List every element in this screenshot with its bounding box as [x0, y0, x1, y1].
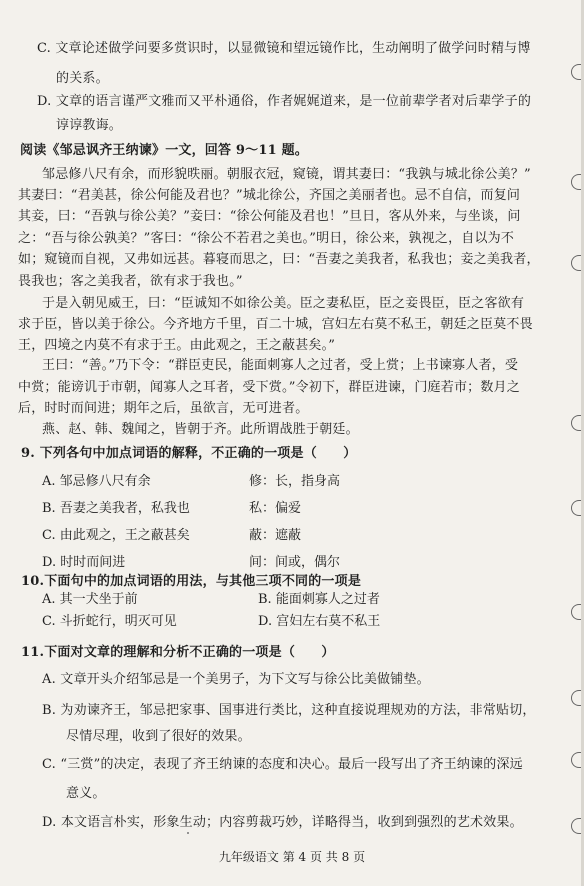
- q9-option-a-gloss: 修：长，指身高: [249, 474, 341, 489]
- q9-option-b-sentence: B. 吾妻之美我者，私我也: [42, 501, 190, 516]
- passage-line: 畏我也；客之美我者，欲有求于我也。”: [18, 274, 243, 289]
- binding-hole: [571, 174, 581, 190]
- passage-line: 王，四境之内莫不有求于王。由此观之，王之蔽甚矣。”: [18, 338, 336, 353]
- passage-line: 中赏；能谤讥于市朝，闻寡人之耳者，受下赏。”令初下，群臣进谏，门庭若市；数月之: [18, 380, 520, 395]
- passage-line: 后，时时而间进；期年之后，虽欲言，无可进者。: [18, 401, 309, 416]
- q11-option-c-line1: C. “三赏”的决定，表现了齐王纳谏的态度和决心。最后一段写出了齐王纳谏的深远: [42, 757, 523, 772]
- q11-option-c-line2: 意义。: [66, 786, 106, 801]
- q10-option-d: D. 宫妇左右莫不私王: [258, 614, 381, 629]
- binding-hole: [571, 752, 581, 768]
- q10-option-a: A. 其一犬坐于前: [42, 592, 138, 607]
- q10-option-b: B. 能面刺寡人之过者: [258, 592, 380, 607]
- q8-option-c-line1: C. 文章论述做学问要多赏识时，以显微镜和望远镜作比，生动阐明了做学问时精与博: [37, 41, 531, 56]
- binding-hole: [571, 818, 581, 834]
- passage-line: 于是入朝见威王，曰：“臣诚知不如徐公美。臣之妻私臣，臣之妾畏臣，臣之客欲有: [42, 296, 525, 311]
- q9-option-d-sentence: D. 时时而间进: [42, 555, 126, 570]
- passage-line: 其妻曰：“君美甚，徐公何能及君也？”城北徐公，齐国之美丽者也。忌不自信，而复问: [18, 188, 521, 203]
- q11-option-d: D. 本文语言朴实，形象生动；内容剪裁巧妙，详略得当，收到到强烈的艺术效果。: [42, 815, 523, 830]
- passage-line: 如；窥镜而自视，又弗如远甚。暮寝而思之，曰：“吾妻之美我者，私我也；妾之美我者，: [18, 252, 540, 267]
- page-footer: 九年级语文 第 4 页 共 8 页: [218, 850, 366, 864]
- q9-option-a-sentence: A. 邹忌修八尺有余: [42, 474, 151, 489]
- passage-line: 其妾，曰：“吾孰与徐公美？”妾曰：“徐公何能及君也！”旦日，客从外来，与坐谈，问: [18, 209, 521, 224]
- binding-hole: [571, 415, 581, 431]
- q8-option-d-line1: D. 文章的语言谨严文雅而又平朴通俗，作者娓娓道来，是一位前辈学者对后辈学子的: [37, 94, 532, 109]
- reading-instruction: 阅读《邹忌讽齐王纳谏》一文，回答 9～11 题。: [20, 143, 308, 158]
- q11-stem: 11.下面对文章的理解和分析不正确的一项是（ ）: [21, 645, 335, 660]
- binding-hole: [571, 604, 581, 620]
- binding-hole: [571, 255, 581, 271]
- passage-line: 之：“吾与徐公孰美？”客曰：“徐公不若君之美也。”明日，徐公来，孰视之，自以为不: [18, 231, 515, 246]
- binding-hole: [571, 500, 581, 516]
- q9-option-c-gloss: 蔽：遮蔽: [249, 528, 302, 543]
- q11-option-b-line1: B. 为劝谏齐王，邹忌把家事、国事进行类比，这种直接说理规劝的方法，非常贴切，: [42, 703, 536, 718]
- paper-speck: [187, 832, 189, 834]
- q8-option-c-line2: 的关系。: [56, 71, 109, 86]
- q10-stem: 10.下面句中的加点词语的用法，与其他三项不同的一项是: [21, 574, 362, 589]
- binding-hole: [571, 64, 581, 80]
- q11-option-a: A. 文章开头介绍邹忌是一个美男子，为下文写与徐公比美做铺垫。: [42, 672, 430, 687]
- q9-option-c-sentence: C. 由此观之，王之蔽甚矣: [42, 528, 190, 543]
- q9-stem: 9. 下列各句中加点词语的解释，不正确的一项是（ ）: [21, 446, 357, 461]
- passage-line: 王曰：“善。”乃下令：“群臣吏民，能面刺寡人之过者，受上赏；上书谏寡人者，受: [42, 358, 519, 373]
- q8-option-d-line2: 谆谆教诲。: [56, 118, 123, 133]
- binding-hole: [571, 690, 581, 706]
- q9-option-d-gloss: 间：间或，偶尔: [249, 555, 341, 570]
- passage-line: 燕、赵、韩、魏闻之，皆朝于齐。此所谓战胜于朝廷。: [42, 422, 359, 437]
- passage-line: 邹忌修八尺有余，而形貌昳丽。朝服衣冠，窥镜，谓其妻曰：“我孰与城北徐公美？”: [42, 167, 531, 182]
- q10-option-c: C. 斗折蛇行，明灭可见: [42, 614, 177, 629]
- q11-option-b-line2: 尽情尽理，收到了很好的效果。: [66, 729, 251, 744]
- q9-option-b-gloss: 私：偏爱: [249, 501, 302, 516]
- passage-line: 求于臣，皆以美于徐公。今齐地方千里，百二十城，宫妇左右莫不私王，朝廷之臣莫不畏: [18, 317, 533, 332]
